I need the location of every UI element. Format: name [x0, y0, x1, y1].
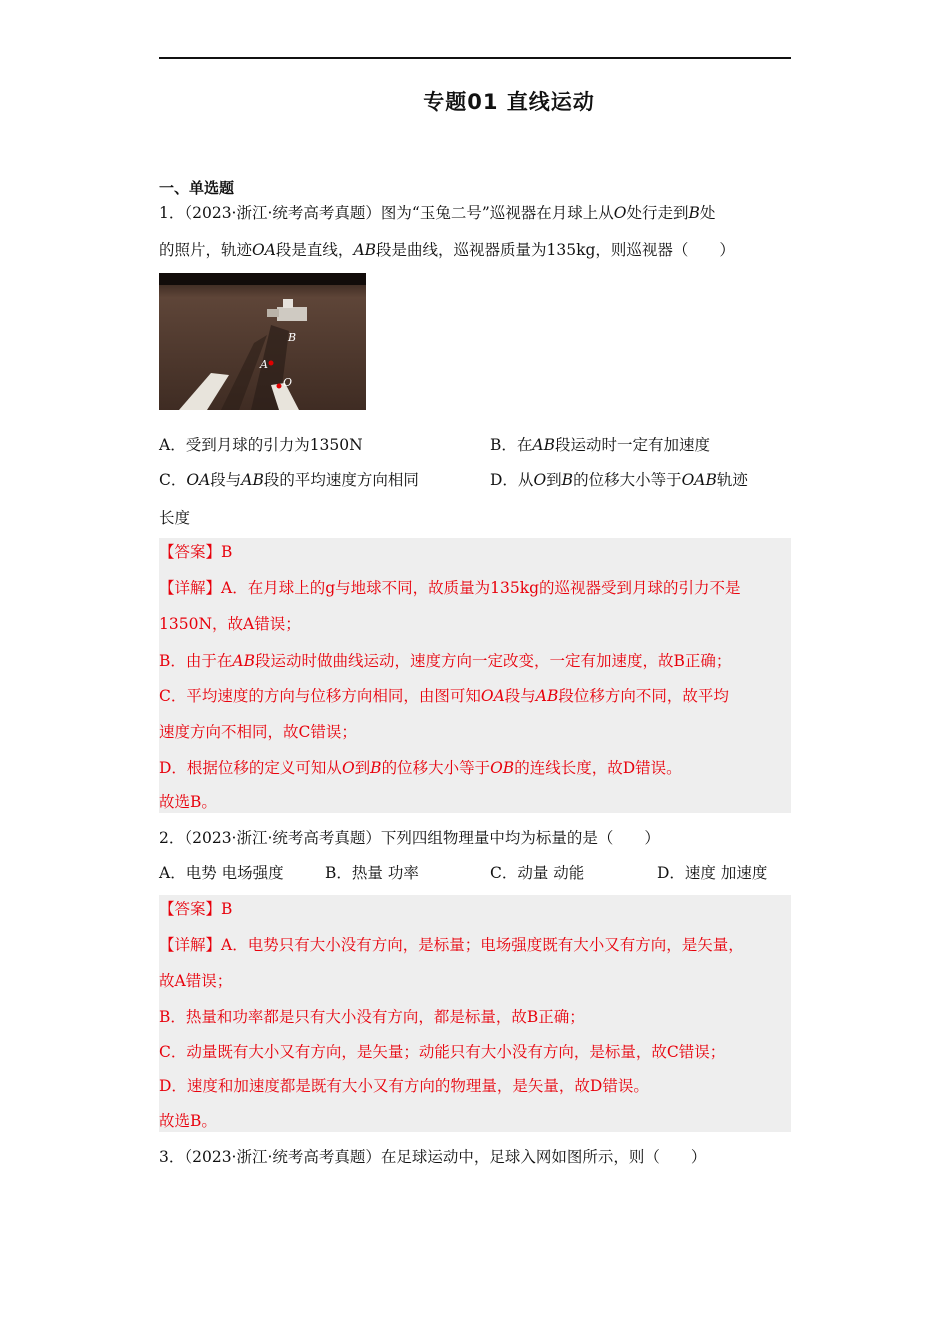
- q2-detail-3: B．热量和功率都是只有大小没有方向，都是标量，故B正确；: [159, 1008, 585, 1026]
- q2-answer-block: [159, 895, 791, 1132]
- header-rule: [159, 57, 791, 59]
- q2-option-d: D．速度 加速度: [657, 864, 768, 882]
- q2-detail-1: 【详解】A．电势只有大小没有方向，是标量；电场强度既有大小又有方向，是矢量，: [159, 936, 744, 954]
- q1-option-b: B．在AB段运动时一定有加速度: [490, 436, 710, 454]
- page-title: 专题01 直线运动: [423, 90, 595, 114]
- q1-detail-4: C．平均速度的方向与位移方向相同，由图可知OA段与AB段位移方向不同，故平均: [159, 687, 729, 705]
- label-o: O: [283, 376, 293, 389]
- q1-option-d-wrap: 长度: [159, 509, 191, 527]
- point-a-marker: [269, 361, 274, 366]
- q1-detail-1: 【详解】A．在月球上的g与地球不同，故质量为135kg的巡视器受到月球的引力不是: [159, 579, 741, 597]
- q1-option-d: D．从O到B的位移大小等于OAB轨迹: [490, 471, 748, 489]
- q2-detail-4: C．动量既有大小又有方向，是矢量；动能只有大小没有方向，是标量，故C错误；: [159, 1043, 726, 1061]
- q1-detail-7: 故选B。: [159, 793, 217, 811]
- label-b: B: [288, 331, 297, 344]
- q2-option-b: B．热量 功率: [325, 864, 419, 882]
- q1-detail-6: D．根据位移的定义可知从O到B的位移大小等于OB的连线长度，故D错误。: [159, 759, 682, 777]
- q3-stem: 3．（2023·浙江·统考高考真题）在足球运动中，足球入网如图所示，则（ ）: [159, 1148, 707, 1166]
- q1-answer-block: [159, 538, 791, 813]
- q1-detail-3: B．由于在AB段运动时做曲线运动，速度方向一定改变，一定有加速度，故B正确；: [159, 652, 732, 670]
- point-o-marker: [277, 384, 282, 389]
- q2-detail-5: D．速度和加速度都是既有大小又有方向的物理量，是矢量，故D错误。: [159, 1077, 649, 1095]
- q1-detail-2: 1350N，故A错误；: [159, 615, 301, 633]
- q2-answer: 【答案】B: [159, 900, 233, 918]
- label-a: A: [260, 358, 268, 371]
- q2-option-c: C．动量 动能: [490, 864, 585, 882]
- q1-stem-line1: 1．（2023·浙江·统考高考真题）图为“玉兔二号”巡视器在月球上从O处行走到B处: [159, 204, 716, 222]
- section-heading: 一、单选题: [159, 179, 235, 197]
- q2-option-a: A．电势 电场强度: [159, 864, 284, 882]
- q1-detail-5: 速度方向不相同，故C错误；: [159, 723, 357, 741]
- q1-option-c: C．OA段与AB段的平均速度方向相同: [159, 471, 419, 489]
- q1-option-a: A．受到月球的引力为1350N: [159, 436, 363, 454]
- q2-detail-6: 故选B。: [159, 1112, 217, 1130]
- q1-answer: 【答案】B: [159, 543, 233, 561]
- q2-detail-2: 故A错误；: [159, 972, 233, 990]
- q2-stem: 2．（2023·浙江·统考高考真题）下列四组物理量中均为标量的是（ ）: [159, 829, 660, 847]
- q1-stem-line2: 的照片，轨迹OA段是直线，AB段是曲线，巡视器质量为135kg，则巡视器（ ）: [159, 241, 735, 259]
- rover-photo: [159, 273, 366, 410]
